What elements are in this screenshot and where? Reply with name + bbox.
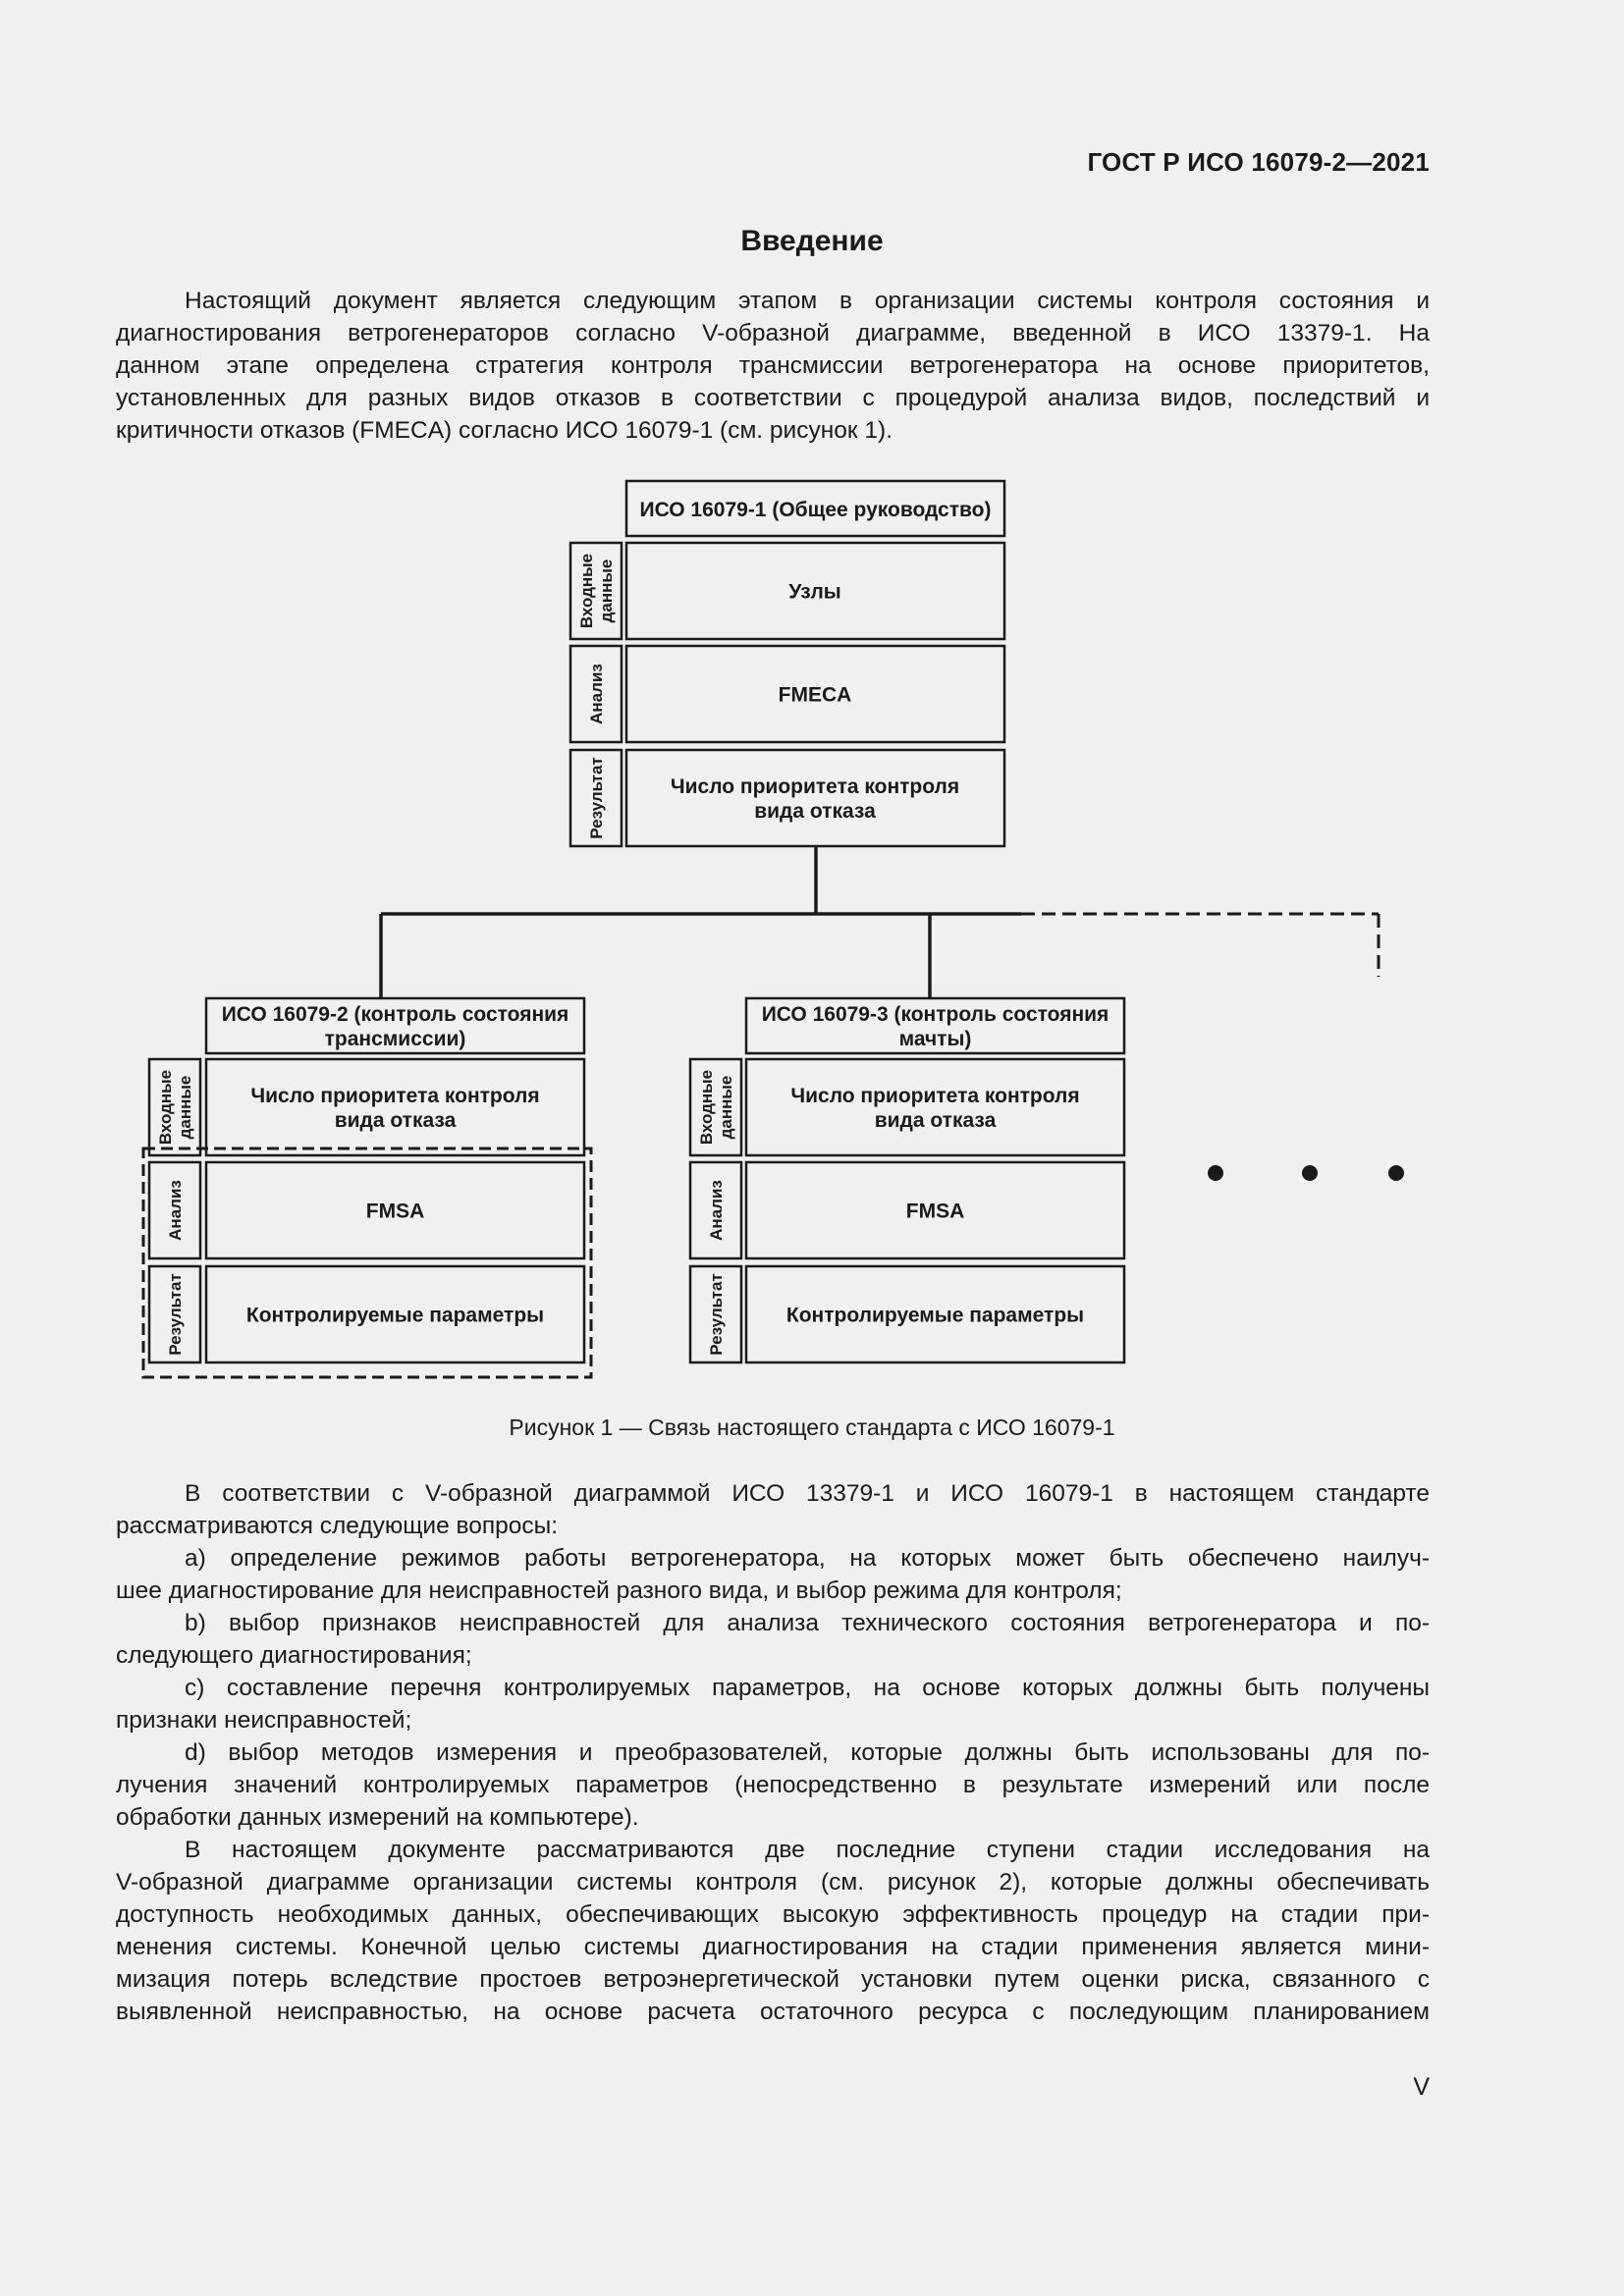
row-content <box>906 1200 965 1222</box>
row-side-label <box>166 1180 185 1241</box>
text-line: b) выбор признаков неисправностей для анализа технического состояния ветрогенератора и по- <box>185 1610 1430 1636</box>
row-content <box>788 580 840 603</box>
text-line: критичности отказов (FMECA) согласно ИСО 16079-1 (см. рисунок 1). <box>116 417 893 444</box>
text-line: обработки данных измерений на компьютере). <box>116 1804 639 1831</box>
diagram-text: ИСО 16079-3 (контроль состояния <box>761 1002 1110 1026</box>
row-side-label <box>587 757 606 839</box>
text-line: установленных для разных видов отказов в соответствии с процедурой анализа видов, последствий и <box>116 385 1430 411</box>
text-line: признаки неисправностей; <box>116 1707 412 1734</box>
top-block-title <box>640 499 992 521</box>
text-line: мизация потерь вследствие простоев ветроэнергетической установки путем оценки риска, связанного с <box>116 1966 1430 1993</box>
intro-paragraph <box>116 285 1430 447</box>
row-side-label <box>156 1070 194 1145</box>
diagram-text: Результат <box>165 1273 185 1356</box>
text-line: a) определение режимов работы ветрогенератора, на которых может быть обеспечено наилуч- <box>185 1545 1430 1572</box>
document-code: ГОСТ Р ИСО 16079-2—2021 <box>1087 147 1430 177</box>
text-line: Настоящий документ является следующим этапом в организации системы контроля состояния и <box>185 288 1430 314</box>
row-content <box>790 1085 1079 1132</box>
row-side-label <box>577 554 616 628</box>
row-side-label <box>587 664 606 724</box>
text-line: лучения значений контролируемых параметров (непосредственно в результате измерений или после <box>116 1772 1430 1798</box>
text-line: рассматриваются следующие вопросы: <box>116 1513 559 1539</box>
row-content <box>671 775 959 823</box>
ellipsis-dot <box>1208 1165 1223 1181</box>
text-line: V-образной диаграмме организации системы контроля (см. рисунок 2), которые должны обеспечивать <box>116 1869 1430 1896</box>
diagram-text: вида отказа <box>334 1108 457 1132</box>
diagram-text: Анализ <box>706 1180 726 1241</box>
diagram-text: Число приоритета контроля <box>670 774 960 798</box>
text-line: шее диагностирование для неисправностей разного вида, и выбор режима для контроля; <box>116 1577 1122 1604</box>
text-line: следующего диагностирования; <box>116 1642 472 1669</box>
diagram-text: Контролируемые параметры <box>785 1304 1085 1327</box>
row-content <box>250 1085 539 1132</box>
text-line: менения системы. Конечной целью системы диагностирования на стадии применения является мини- <box>116 1934 1430 1960</box>
row-content-box <box>746 1059 1124 1155</box>
row-content-box <box>206 1059 584 1155</box>
text-line: диагностирования ветрогенераторов согласно V-образной диаграмме, введенной в ИСО 13379-1. На <box>116 320 1430 347</box>
diagram-text: Число приоритета контроля <box>790 1084 1080 1107</box>
body-text <box>116 1477 1430 2028</box>
text-line: данном этапе определена стратегия контроля трансмиссии ветрогенератора на основе приоритетов, <box>116 352 1430 379</box>
diagram-text: данные <box>597 559 617 623</box>
diagram-text: данные <box>717 1075 736 1140</box>
diagram-text: FMSA <box>365 1200 425 1223</box>
ellipsis-dot <box>1388 1165 1404 1181</box>
ellipsis-dot <box>1302 1165 1318 1181</box>
diagram-text: Число приоритета контроля <box>250 1084 540 1107</box>
diagram-text: Входные <box>696 1069 716 1146</box>
dashed-highlight-frame <box>143 1148 591 1377</box>
text-line: В настоящем документе рассматриваются две последние ступени стадии исследования на <box>185 1837 1430 1863</box>
diagram-text: Контролируемые параметры <box>245 1304 545 1327</box>
block-title <box>222 1003 569 1050</box>
diagram-text: FMSA <box>905 1200 965 1223</box>
diagram-text: вида отказа <box>754 799 876 823</box>
row-side-label <box>707 1273 726 1356</box>
row-content <box>246 1304 544 1326</box>
text-line: c) составление перечня контролируемых параметров, на основе которых должны быть получены <box>185 1675 1430 1701</box>
diagram-text: Входные <box>576 553 596 629</box>
figure-caption: Рисунок 1 — Связь настоящего стандарта с ИСО 16079-1 <box>509 1415 1115 1440</box>
diagram-text: мачты) <box>898 1027 972 1050</box>
row-content <box>779 683 852 706</box>
text-line: В соответствии с V-образной диаграммой ИСО 13379-1 и ИСО 16079-1 в настоящем стандарте <box>185 1480 1430 1507</box>
diagram-text: данные <box>176 1075 195 1140</box>
diagram-text: Результат <box>706 1273 726 1356</box>
diagram-text: ИСО 16079-2 (контроль состояния <box>221 1002 569 1026</box>
row-side-label <box>166 1273 185 1356</box>
row-content <box>786 1304 1084 1326</box>
row-side-label <box>707 1180 726 1241</box>
diagram-text: вида отказа <box>874 1108 997 1132</box>
block-title <box>762 1003 1110 1050</box>
diagram-text: FMECA <box>778 683 852 707</box>
section-title: Введение <box>740 225 884 257</box>
diagram-text: Результат <box>586 757 606 839</box>
row-content <box>366 1200 425 1222</box>
diagram-text: трансмиссии) <box>324 1027 466 1050</box>
diagram-text: Анализ <box>586 664 606 724</box>
diagram-text: Входные <box>155 1069 175 1146</box>
diagram-text: Анализ <box>165 1180 185 1241</box>
row-content-box <box>626 750 1004 846</box>
diagram-text: Узлы <box>788 580 841 604</box>
row-side-label <box>697 1070 735 1145</box>
text-line: d) выбор методов измерения и преобразователей, которые должны быть использованы для по- <box>185 1739 1430 1766</box>
diagram-text: ИСО 16079-1 (Общее руководство) <box>639 499 992 521</box>
text-line: выявленной неисправностью, на основе расчета остаточного ресурса с последующим планированием <box>116 1999 1430 2025</box>
page-number: V <box>1413 2073 1430 2101</box>
text-line: доступность необходимых данных, обеспечивающих высокую эффективность процедур на стадии при- <box>116 1901 1430 1928</box>
